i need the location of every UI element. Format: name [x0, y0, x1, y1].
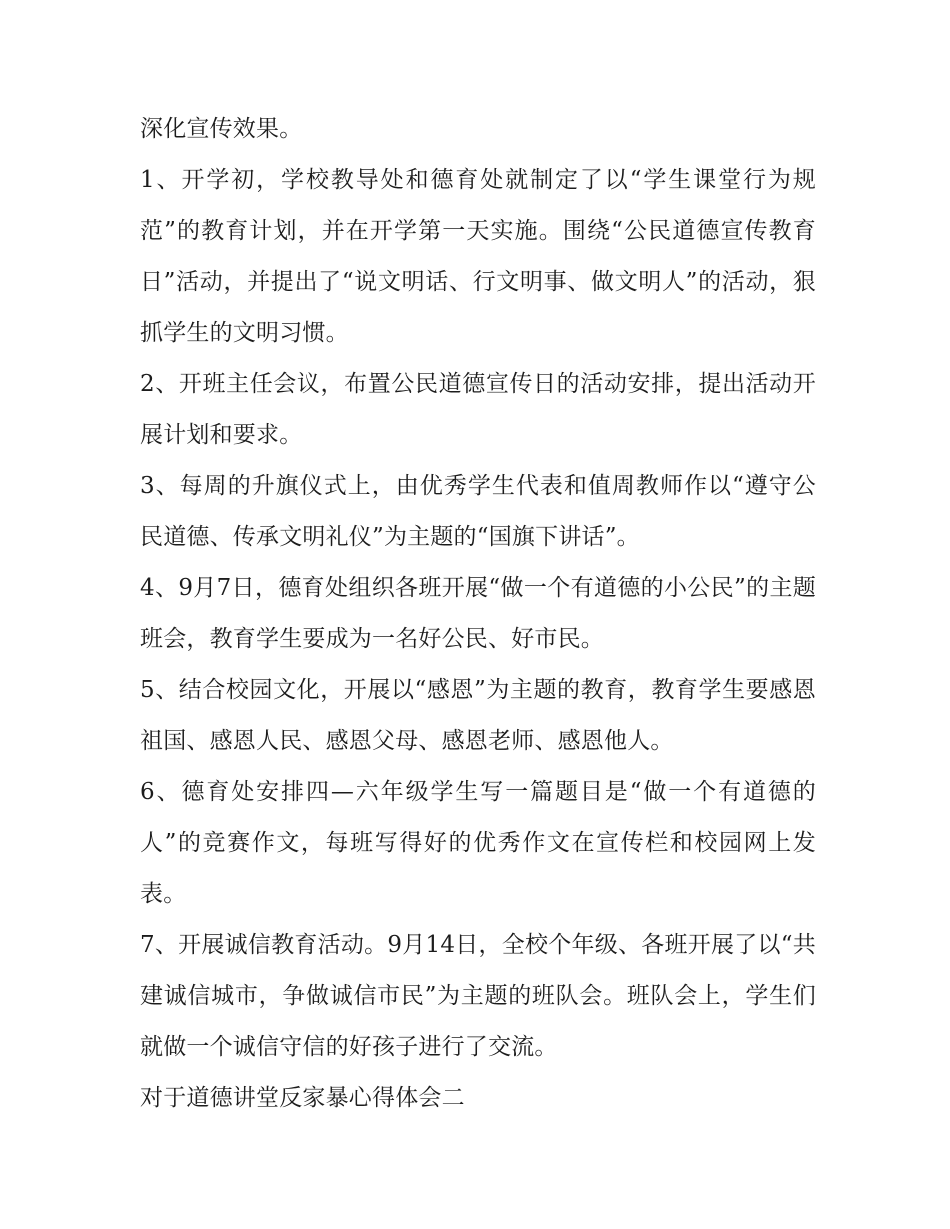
- section-heading: 对于道德讲堂反家暴心得体会二: [140, 1085, 465, 1111]
- paragraph-item-6: 6、德育处安排四—六年级学生写一篇题目是“做一个有道德的人”的竞赛作文，每班写得好的优秀作文在宣传栏和校园网上发表。: [140, 779, 816, 907]
- paragraph-item-1: 1、开学初，学校教导处和德育处就制定了以“学生课堂行为规范”的教育计划，并在开学第一天实施。围绕“公民道德宣传教育日”活动，并提出了“说文明话、行文明事、做文明人”的活动，狠抓学生的文明习惯。: [140, 167, 816, 346]
- paragraph-item-5: 5、结合校园文化，开展以“感恩”为主题的教育，教育学生要感恩祖国、感恩人民、感恩父母、感恩老师、感恩他人。: [140, 677, 816, 754]
- paragraph-intro: 深化宣传效果。: [140, 116, 303, 142]
- paragraph-item-3: 3、每周的升旗仪式上，由优秀学生代表和值周教师作以“遵守公民道德、传承文明礼仪”为主题的“国旗下讲话”。: [140, 473, 816, 550]
- paragraph-item-7: 7、开展诚信教育活动。9月14日，全校个年级、各班开展了以“共建诚信城市，争做诚信市民”为主题的班队会。班队会上，学生们就做一个诚信守信的好孩子进行了交流。: [140, 932, 816, 1060]
- document-body: [140, 104, 816, 1124]
- paragraph-item-2: 2、开班主任会议，布置公民道德宣传日的活动安排，提出活动开展计划和要求。: [140, 371, 816, 448]
- paragraph-item-4: 4、9月7日，德育处组织各班开展“做一个有道德的小公民”的主题班会，教育学生要成为一名好公民、好市民。: [140, 575, 816, 652]
